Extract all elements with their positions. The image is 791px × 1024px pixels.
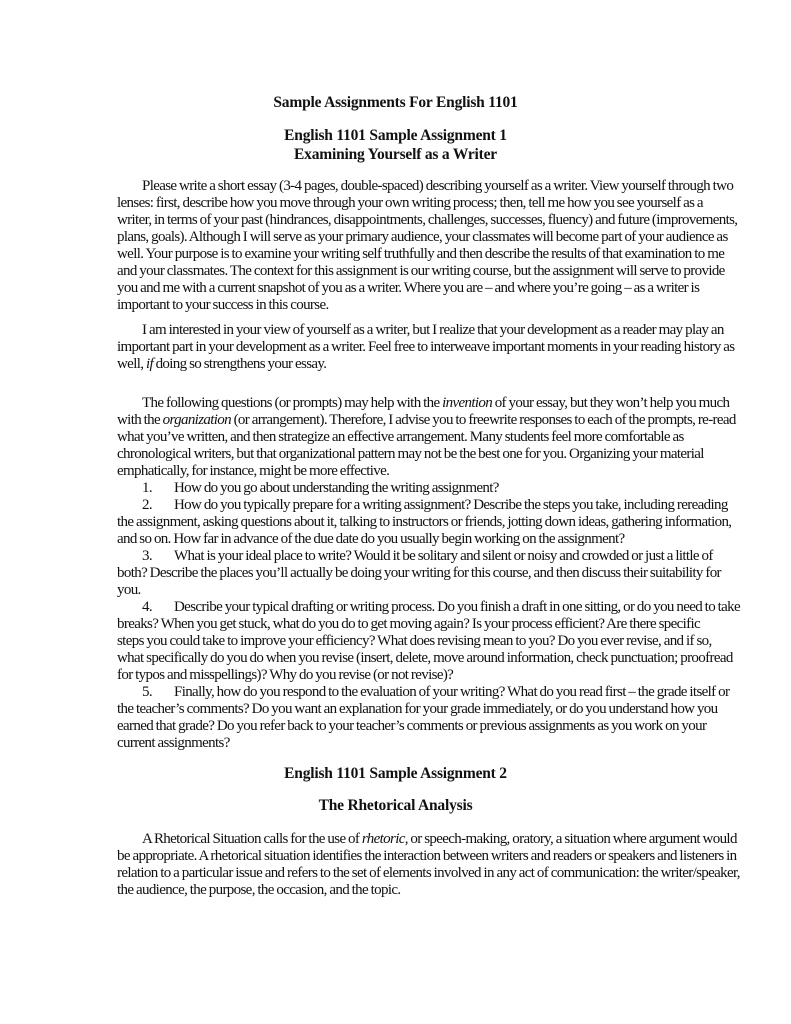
text: with the (117, 412, 163, 428)
paragraph-line: lenses: first, describe how you move through your own writing process; then, tell me how you see yourself as a (117, 195, 703, 211)
question-item (117, 684, 730, 752)
assignment2-paragraph (117, 831, 740, 899)
question-line (117, 548, 713, 565)
question-text: the teacher’s comments? Do you want an explanation for your grade immediately, or do you understand how you (117, 701, 718, 717)
emphasis: rhetoric (361, 831, 405, 847)
paragraph-line: I am interested in your view of yourself as a writer, but I realize that your development as a reader may play an (142, 322, 724, 338)
paragraph-line: chronological writers, but that organizational pattern may not be the best one for you. Organizing your material (117, 446, 704, 462)
question-number: 2. (142, 497, 152, 513)
assignment2-subheading: The Rhetorical Analysis (318, 797, 473, 814)
question-number: 1. (142, 480, 152, 496)
emphasis: invention (442, 395, 493, 411)
paragraph-line: emphatically, for instance, might be more effective. (117, 463, 390, 479)
paragraph-line (117, 412, 736, 429)
paragraph-line: you and me with a current snapshot of you as a writer. Where you are – and where you’re going – as a writer is (117, 280, 700, 296)
assignment1-subheading: Examining Yourself as a Writer (294, 146, 497, 163)
assignment1-heading: English 1101 Sample Assignment 1 (284, 127, 507, 144)
question-number: 3. (142, 548, 152, 564)
question-number: 5. (142, 684, 152, 700)
assignment1-paragraph-1 (117, 178, 738, 314)
question-list (117, 480, 741, 752)
text: The following questions (or prompts) may help with the (142, 395, 443, 411)
question-text: How do you typically prepare for a writing assignment? Describe the steps you take, including rereading (174, 497, 728, 513)
question-line (117, 650, 733, 667)
text: (or arrangement). Therefore, I advise you to freewrite responses to each of the prompts, re-read (230, 412, 736, 428)
text: of your essay, but they won’t help you much (492, 395, 730, 411)
paragraph-line: important to your success in this course. (117, 297, 329, 313)
question-text: and so on. How far in advance of the due date do you usually begin working on the assignment? (117, 531, 625, 547)
paragraph-line: writer, in terms of your past (hindrances, disappointments, challenges, successes, fluency) and future (improvements, (117, 212, 738, 228)
paragraph-line: be appropriate. A rhetorical situation identifies the interaction between writers and readers or speakers and listeners in (117, 848, 737, 864)
question-text: How do you go about understanding the writing assignment? (174, 480, 499, 496)
question-text: breaks? When you get stuck, what do you do to get moving again? Is your process efficient? Are there specific (117, 616, 701, 632)
question-text: for typos and misspellings)? Why do you revise (or not revise)? (117, 667, 454, 683)
text: doing so strengthens your essay. (152, 356, 327, 372)
question-item (117, 599, 741, 684)
emphasis: organization (162, 412, 231, 428)
question-line (117, 718, 707, 735)
assignment1-paragraph-3 (117, 395, 741, 752)
paragraph-line (117, 831, 737, 848)
question-line (117, 616, 701, 633)
paragraph-line: Please write a short essay (3-4 pages, double-spaced) describing yourself as a writer. View yourself through two (142, 178, 734, 194)
paragraph-line: plans, goals). Although I will serve as your primary audience, your classmates will become part of your audience as (117, 229, 728, 245)
emphasis: if (145, 356, 153, 372)
question-text: Finally, how do you respond to the evaluation of your writing? What do you read first – the grade itself or (174, 684, 730, 700)
question-text: Describe your typical drafting or writing process. Do you finish a draft in one sitting, or do you need to take (174, 599, 741, 615)
paragraph-line (117, 356, 687, 373)
question-text: What is your ideal place to write? Would it be solitary and silent or noisy and crowded or just a little of (174, 548, 713, 564)
paragraph-line: what you’ve written, and then strategize an effective arrangement. Many students feel more comfortable as (117, 429, 684, 445)
question-text: what specifically do you do when you revise (insert, delete, move around information, check punctuation; proofread (117, 650, 733, 666)
question-line (117, 497, 728, 514)
question-number: 4. (142, 599, 152, 615)
document-title: Sample Assignments For English 1101 (273, 94, 518, 111)
question-line (117, 514, 732, 531)
question-line (117, 582, 687, 599)
paragraph-line: important part in your development as a writer. Feel free to interweave important moments in your reading history as (117, 339, 735, 355)
question-item (117, 548, 721, 599)
question-line (117, 599, 741, 616)
question-line (117, 633, 712, 650)
question-text: you. (117, 582, 141, 598)
paragraph-line (117, 395, 730, 412)
paragraph-line: well. Your purpose is to examine your writing self truthfully and then describe the results of that examination to me (117, 246, 725, 262)
question-text: current assignments? (117, 735, 230, 751)
text: , or speech-making, oratory, a situation where argument would (404, 831, 737, 847)
question-text: steps you could take to improve your efficiency? What does revising mean to you? Do you ever revise, and if so, (117, 633, 712, 649)
question-line (117, 531, 687, 548)
question-line (117, 684, 730, 701)
question-text: the assignment, asking questions about it, talking to instructors or friends, jotting down ideas, gathering information, (117, 514, 732, 530)
text: A Rhetorical Situation calls for the use of (142, 831, 362, 847)
question-line (117, 735, 687, 752)
question-line (117, 701, 718, 718)
paragraph-line: and your classmates. The context for this assignment is our writing course, but the assignment will serve to provide (117, 263, 725, 279)
question-item (117, 497, 732, 548)
question-line (117, 667, 687, 684)
paragraph-line: the audience, the purpose, the occasion, and the topic. (117, 882, 401, 898)
paragraph-line: relation to a particular issue and refers to the set of elements involved in any act of communication: the writer/speaker, (117, 865, 740, 881)
text: well, (117, 356, 146, 372)
question-text: earned that grade? Do you refer back to your teacher’s comments or previous assignments as you work on your (117, 718, 707, 734)
question-text: both? Describe the places you’ll actually be doing your writing for this course, and then discuss their suitability for (117, 565, 721, 581)
question-item (117, 480, 687, 497)
question-line (117, 565, 721, 582)
assignment1-paragraph-2 (117, 322, 735, 373)
assignment2-heading: English 1101 Sample Assignment 2 (284, 765, 507, 782)
question-line (117, 480, 687, 497)
